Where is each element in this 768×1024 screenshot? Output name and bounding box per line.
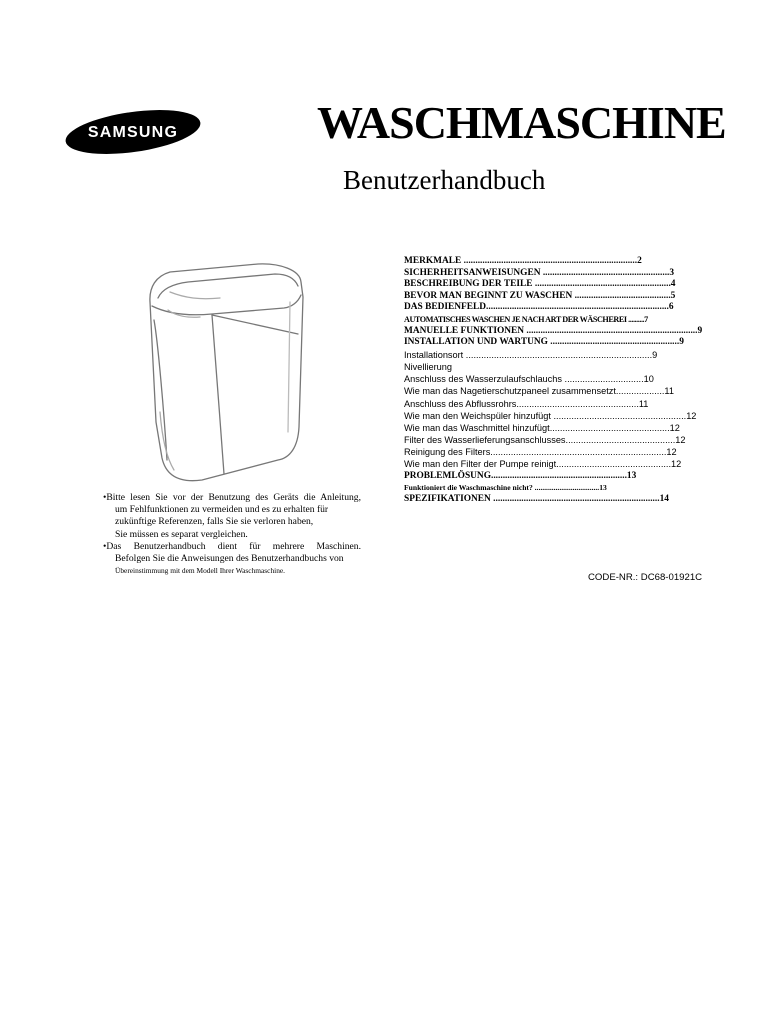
toc-entry-automatisches-waschen: AUTOMATISCHES WASCHEN JE NACH ART DER WÄSCHEREI ..........7 bbox=[404, 314, 648, 324]
note-line: •Bitte lesen Sie vor der Benutzung des Geräts die Anleitung, bbox=[103, 492, 361, 503]
toc-entry-sicherheitsanweisungen: SICHERHEITSANWEISUNGEN ......................................................3 bbox=[404, 267, 675, 278]
toc-entry-wasserlieferungsanschluss: Filter des Wasserlieferungsanschlusses...........................................12 bbox=[404, 435, 686, 446]
usage-notes bbox=[103, 492, 361, 577]
toc-entry-installation-und-wartung: INSTALLATION UND WARTUNG .......................................................9 bbox=[404, 337, 684, 348]
toc-entry-das-bedienfeld: DAS BEDIENFELD..............................................................................6 bbox=[404, 302, 674, 313]
page-title: WASCHMASCHINE bbox=[317, 97, 726, 148]
toc-entry-weichspueler: Wie man den Weichspüler hinzufügt ....................................................12 bbox=[404, 410, 697, 421]
note-line: zukünftige Referenzen, falls Sie sie verloren haben, bbox=[115, 516, 314, 528]
toc-entry-spezifikationen: SPEZIFIKATIONEN .......................................................................14 bbox=[404, 493, 669, 504]
toc-entry-abflussrohr: Anschluss des Abflussrohrs................................................11 bbox=[404, 398, 649, 409]
samsung-logo-text: SAMSUNG bbox=[87, 124, 179, 141]
samsung-logo bbox=[63, 107, 203, 157]
toc-entry-nagetierschutzpaneel: Wie man das Nagetierschutzpaneel zusammensetzt...................11 bbox=[404, 386, 674, 397]
toc-entry-nivellierung: Nivellierung bbox=[404, 361, 453, 372]
table-of-contents bbox=[404, 256, 724, 505]
code-number: CODE-NR.: DC68-01921C bbox=[588, 572, 703, 583]
washing-machine-illustration bbox=[140, 262, 310, 484]
note-line: Sie müssen es separat vergleichen. bbox=[115, 528, 248, 540]
page-subtitle: Benutzerhandbuch bbox=[343, 165, 546, 195]
toc-entry-waschmittel: Wie man das Waschmittel hinzufügt...............................................12 bbox=[404, 422, 680, 433]
toc-entry-merkmale: MERKMALE ..........................................................................2 bbox=[404, 256, 642, 266]
samsung-logo-graphic bbox=[63, 107, 203, 157]
toc-entry-wasserzulaufschlauch: Anschluss des Wasserzulaufschlauchs ...............................10 bbox=[404, 374, 654, 385]
toc-entry-manuelle-funktionen: MANUELLE FUNKTIONEN .........................................................................9 bbox=[404, 325, 703, 336]
toc-entry-installationsort: Installationsort .........................................................................9 bbox=[404, 349, 658, 360]
note-line: Übereinstimmung mit dem Modell Ihrer Waschmaschine. bbox=[115, 566, 286, 576]
toc-entry-filter-der-pumpe: Wie man den Filter der Pumpe reinigt.............................................12 bbox=[404, 459, 682, 470]
note-line: •Das Benutzerhandbuch dient für mehrere Maschinen. bbox=[103, 540, 361, 552]
toc-entry-bevor-man-beginnt: BEVOR MAN BEGINNT ZU WASCHEN .........................................5 bbox=[404, 290, 676, 301]
toc-entry-reinigung-des-filters: Reinigung des Filters.....................................................................12 bbox=[404, 447, 677, 458]
toc-entry-beschreibung-der-teile: BESCHREIBUNG DER TEILE ..........................................................4 bbox=[404, 279, 676, 290]
note-line: um Fehlfunktionen zu vermeiden und es zu erhalten für bbox=[115, 504, 329, 516]
toc-entry-funktioniert-nicht: Funktioniert die Waschmaschine nicht? ..................................13 bbox=[404, 483, 607, 493]
toc-entry-problemloesung: PROBLEMLÖSUNG..........................................................13 bbox=[404, 470, 637, 481]
note-line: Befolgen Sie die Anweisungen des Benutzerhandbuchs von bbox=[115, 553, 344, 565]
